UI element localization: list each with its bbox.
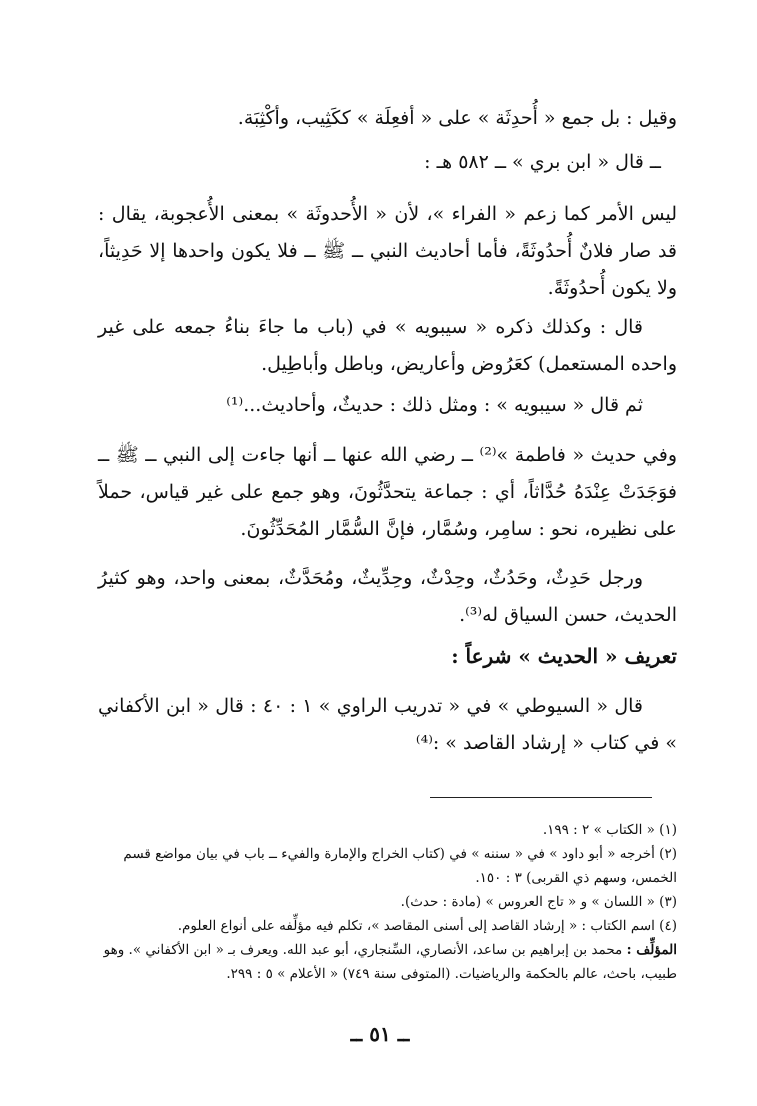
paragraph-plural-form: وقيل : بل جمع « أُحدِثَة » على « أفعِلَة » ككَثِيب، وأكْثِبَة. bbox=[237, 107, 677, 129]
paragraph-ibn-barri: ــ قال « ابن بري » ــ ٥٨٢ هـ : bbox=[424, 151, 661, 173]
paragraph-sibawayh-quote: ثم قال « سيبويه » : ومثل ذلك : حديثٌ، وأحاديث...⁽¹⁾ bbox=[226, 394, 643, 416]
paragraph-uhdutha: ليس الأمر كما زعم « الفراء »، لأن « الأُحدوثَة » بمعنى الأُعجوبة، يقال : قد صار فلانٌ أُحدُوثَةً، فأما أحاديث النبي ــ ﷺ ــ فلا يكون واحدها إلا حَدِيثاً، ولا يكون أُحدُوثَةً. bbox=[98, 203, 677, 299]
author-label: المؤلِّف : bbox=[626, 942, 677, 958]
paragraph-suyuti: قال « السيوطي » في « تدريب الراوي » ١ : ٤٠ : قال « ابن الأكفاني » في كتاب « إرشاد القاصد » :⁽⁴⁾ bbox=[98, 695, 677, 754]
footnote-1: (١) « الكتاب » ٢ : ١٩٩. bbox=[542, 822, 677, 838]
footnote-3: (٣) « اللسان » و « تاج العروس » (مادة : حدث). bbox=[400, 894, 677, 910]
footnote-2: (٢) أخرجه « أبو داود » في « سننه » في (كتاب الخراج والإمارة والفيء ــ باب في بيان مواضع قسم الخمس، وسهم ذي القربى) ٣ : ١٥٠. bbox=[123, 846, 677, 886]
section-heading: تعريف « الحديث » شرعاً : bbox=[451, 644, 677, 668]
paragraph-sibawayh: قال : وكذلك ذكره « سيبويه » في (باب ما جاءَ بناءُ جمعه على غير واحده المستعمل) كعَرُوض وأعاريض، وباطل وأباطِيل. bbox=[98, 316, 677, 375]
footnote-4-author bbox=[92, 938, 677, 986]
paragraph-hadith-synonyms: ورجل حَدِثٌ، وحَدُثٌ، وحِدْثٌ، وحِدِّيثٌ، ومُحَدَّثٌ، بمعنى واحد، وهو كثيرُ الحديث، حسن السياق له⁽³⁾. bbox=[98, 567, 677, 626]
footnote-4: (٤) اسم الكتاب : « إرشاد القاصد إلى أسنى المقاصد »، تكلم فيه مؤلِّفه على أنواع العلوم. bbox=[177, 918, 677, 934]
author-text: محمد بن إبراهيم بن ساعد، الأنصاري، السِّنجاري، أبو عبد الله. ويعرف بـ « ابن الأكفاني ». وهو طبيب، باحث، عالم بالحكمة والرياضيات. (المتوفى سنة ٧٤٩) « الأعلام » ٥ : ٢٩٩. bbox=[103, 942, 677, 982]
page-number: ــ ٥١ ــ bbox=[350, 1022, 410, 1046]
paragraph-fatima-hadith: وفي حديث « فاطمة »⁽²⁾ ــ رضي الله عنها ــ أنها جاءت إلى النبي ــ ﷺ ــ فوَجَدَتْ عِنْدَهُ حُدَّاثاً، أي : جماعة يتحدَّثُونَ، وهو جمع على غير قياس، حملاً على نظيره، نحو : سامِر، وسُمَّار، فإنَّ السُّمَّار المُحَدِّثُونَ. bbox=[98, 444, 677, 540]
footnote-separator bbox=[430, 797, 652, 798]
